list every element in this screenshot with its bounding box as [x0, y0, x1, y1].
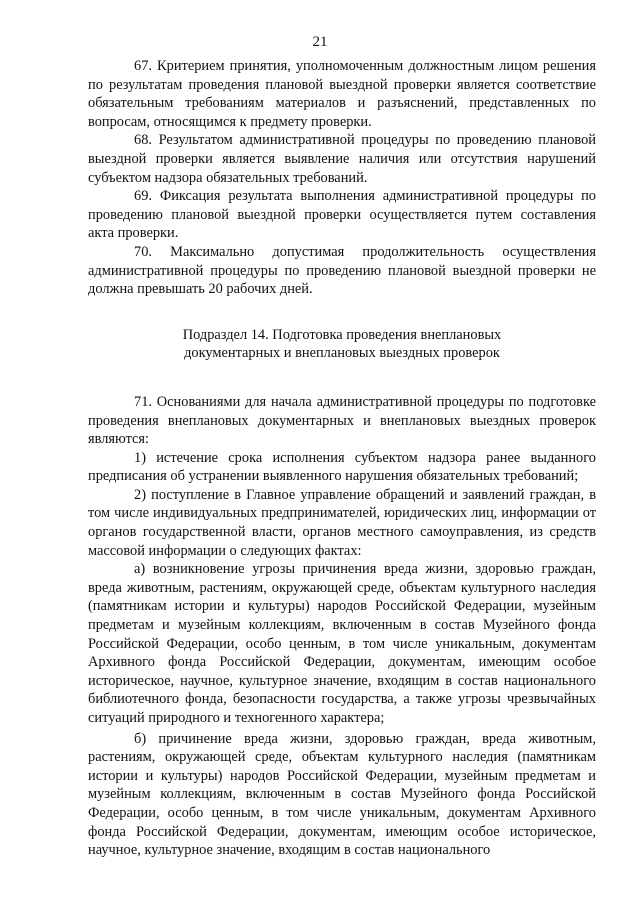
list-item-2: 2) поступление в Главное управление обращений и заявлений граждан, в том числе индивидуальных предпринимателей, юридических лиц, информации от органов государственной власти, органов местного самоуправления, из средств массовой информации о следующих фактах:	[88, 486, 596, 559]
paragraph-71: 71. Основаниями для начала административной процедуры по подготовке проведения внеплановых документарных и внеплановых выездных проверок являются:	[88, 393, 596, 448]
list-item-a: а) возникновение угрозы причинения вреда жизни, здоровью граждан, вреда животным, растениям, окружающей среде, объектам культурного наследия (памятникам истории и культуры) народов Российской Федерации, музейным предметам и музейным коллекциям, включенным в состав Музейного фонда Российской Федерации, особо ценным, в том числе уникальным, документам Архивного фонда Российской Федерации, документам, имеющим особое историческое, научное, культурное значение, входящим в состав национального библиотечного фонда, безопасности государства, а также угрозы чрезвычайных ситуаций природного и техногенного характера;	[88, 561, 596, 726]
section-heading-line-1: Подраздел 14. Подготовка проведения внеплановых	[182, 326, 502, 343]
list-item-1: 1) истечение срока исполнения субъектом надзора ранее выданного предписания об устранении выявленного нарушения обязательных требований;	[88, 449, 596, 485]
paragraph-67: 67. Критерием принятия, уполномоченным должностным лицом решения по результатам проведения плановой выездной проверки является соответствие обязательным требованиям материалов и разъяснений, представленных по вопросам, относящимся к предмету проверки.	[88, 58, 596, 130]
section-heading-line-2: документарных и внеплановых выездных проверок	[184, 345, 500, 362]
paragraph-69: 69. Фиксация результата выполнения административной процедуры по проведению плановой выездной проверки осуществляется путем составления акта проверки.	[88, 188, 596, 242]
page-number: 21	[312, 34, 328, 50]
list-item-b: б) причинение вреда жизни, здоровью граждан, вреда животным, растениям, окружающей среде, объектам культурного наследия (памятникам истории и культуры) народов Российской Федерации, музейным предметам и музейным коллекциям, включенным в состав Музейного фонда Российской Федерации, особо ценным, в том числе уникальным, документам Архивного фонда Российской Федерации, документам, имеющим особое историческое, научное, культурное значение, входящим в состав национального	[88, 730, 596, 859]
paragraph-68: 68. Результатом административной процедуры по проведению плановой выездной проверки является выявление наличия или отсутствия нарушений субъектом надзора обязательных требований.	[88, 132, 596, 186]
paragraph-70: 70. Максимально допустимая продолжительность осуществления административной процедуры по проведению плановой выездной проверки не должна превышать 20 рабочих дней.	[88, 243, 596, 298]
document-body	[88, 57, 596, 860]
section-heading	[88, 326, 596, 363]
